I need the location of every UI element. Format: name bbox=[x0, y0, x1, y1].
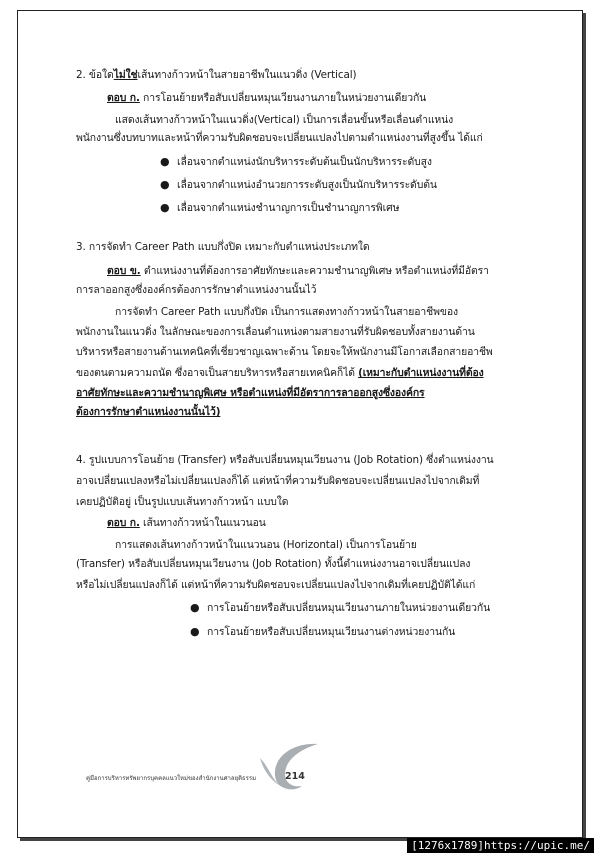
q2-question: 2. ข้อใดไม่ใช่เส้นทางก้าวหน้าในสายอาชีพในแนวดิ่ง (Vertical) bbox=[76, 69, 357, 81]
q4-line3: เคยปฏิบัติอยู่ เป็นรูปแบบเส้นทางก้าวหน้า แบบใด bbox=[76, 496, 289, 508]
page-number: 214 bbox=[285, 771, 305, 782]
q3-exp-line5: อาศัยทักษะและความชำนาญพิเศษ หรือตำแหน่งที่มีอัตราการลาออกสูงซึ่งองค์กร bbox=[76, 387, 425, 399]
q4-bullet-1: การโอนย้ายหรือสับเปลี่ยนหมุนเวียนงานภายในหน่วยงานเดียวกัน bbox=[207, 602, 491, 614]
q2-bullet-2: เลื่อนจากตำแหน่งอำนวยการระดับสูงเป็นนักบริหารระดับต้น bbox=[177, 179, 437, 191]
q3-exp-line2: พนักงานในแนวดิ่ง ในลักษณะของการเลื่อนตำแหน่งตามสายงานที่รับผิดชอบทั้งสายงานด้าน bbox=[76, 326, 475, 338]
q4-line2: อาจเปลี่ยนแปลงหรือไม่เปลี่ยนแปลงก็ได้ แต่หน้าที่ความรับผิดชอบจะเปลี่ยนแปลงไปจากเดิมที่ bbox=[76, 475, 480, 487]
q2-exp-line1: แสดงเส้นทางก้าวหน้าในแนวดิ่ง(Vertical) เป็นการเลื่อนขั้นหรือเลื่อนตำแหน่ง bbox=[115, 114, 454, 126]
bullet-icon: ● bbox=[190, 625, 200, 638]
q3-question: 3. การจัดทำ Career Path แบบกึ่งปิด เหมาะกับตำแหน่งประเภทใด bbox=[76, 241, 370, 253]
q4-exp-line1: การแสดงเส้นทางก้าวหน้าในแนวนอน (Horizontal) เป็นการโอนย้าย bbox=[115, 539, 417, 551]
swirl-logo-icon bbox=[250, 738, 340, 794]
q3-exp-line4: ของตนตามความถนัด ซึ่งอาจเป็นสายบริหารหรือสายเทคนิคก็ได้ (เหมาะกับตำแหน่งงานที่ต้อง bbox=[76, 367, 484, 379]
q4-bullet-2: การโอนย้ายหรือสับเปลี่ยนหมุนเวียนงานต่างหน่วยงานกัน bbox=[207, 626, 456, 638]
footer-text: คู่มือการบริหารทรัพยากรบุคคลแนวใหม่ของสำนักงานศาลยุติธรรม bbox=[86, 775, 257, 782]
q3-exp-line3: บริหารหรือสายงานด้านเทคนิคที่เชี่ยวชาญเฉพาะด้าน โดยจะให้พนักงานมีโอกาสเลือกสายอาชีพ bbox=[76, 346, 493, 358]
q4-exp-line2: (Transfer) หรือสับเปลี่ยนหมุนเวียนงาน (Job Rotation) ทั้งนี้ตำแหน่งงานอาจเปลี่ยนแปลง bbox=[76, 558, 471, 570]
q4-exp-line3: หรือไม่เปลี่ยนแปลงก็ได้ แต่หน้าที่ความรับผิดชอบจะเปลี่ยนแปลงไปจากเดิมที่เคยปฏิบัติได้แก่ bbox=[76, 579, 476, 591]
q2-bullet-1: เลื่อนจากตำแหน่งนักบริหารระดับต้นเป็นนักบริหารระดับสูง bbox=[177, 156, 432, 168]
bullet-icon: ● bbox=[160, 178, 170, 191]
bullet-icon: ● bbox=[160, 155, 170, 168]
bullet-icon: ● bbox=[190, 601, 200, 614]
watermark: [1276x1789]https://upic.me/ bbox=[407, 838, 594, 853]
q2-answer: ตอบ ก. การโอนย้ายหรือสับเปลี่ยนหมุนเวียนงานภายในหน่วยงานเดียวกัน bbox=[107, 92, 427, 104]
q4-answer: ตอบ ก. เส้นทางก้าวหน้าในแนวนอน bbox=[107, 517, 266, 529]
q3-answer: ตอบ ข. ตำแหน่งงานที่ต้องการอาศัยทักษะและความชำนาญพิเศษ หรือตำแหน่งที่มีอัตรา bbox=[107, 265, 489, 277]
q3-answer-line2: การลาออกสูงซึ่งองค์กรต้องการรักษาตำแหน่งงานนั้นไว้ bbox=[76, 284, 317, 296]
q2-bullet-3: เลื่อนจากตำแหน่งชำนาญการเป็นชำนาญการพิเศษ bbox=[177, 202, 400, 214]
q3-exp-line1: การจัดทำ Career Path แบบกึ่งปิด เป็นการแสดงทางก้าวหน้าในสายอาชีพของ bbox=[115, 306, 458, 318]
q4-line1: 4. รูปแบบการโอนย้าย (Transfer) หรือสับเปลี่ยนหมุนเวียนงาน (Job Rotation) ซึ่งตำแหน่งงาน bbox=[76, 454, 494, 466]
q3-exp-line6: ต้องการรักษาตำแหน่งงานนั้นไว้) bbox=[76, 406, 221, 418]
bullet-icon: ● bbox=[160, 201, 170, 214]
q2-exp-line2: พนักงานซึ่งบทบาทและหน้าที่ความรับผิดชอบจะเปลี่ยนแปลงไปตามตำแหน่งงานที่สูงขึ้น ได้แก่ bbox=[76, 132, 483, 144]
